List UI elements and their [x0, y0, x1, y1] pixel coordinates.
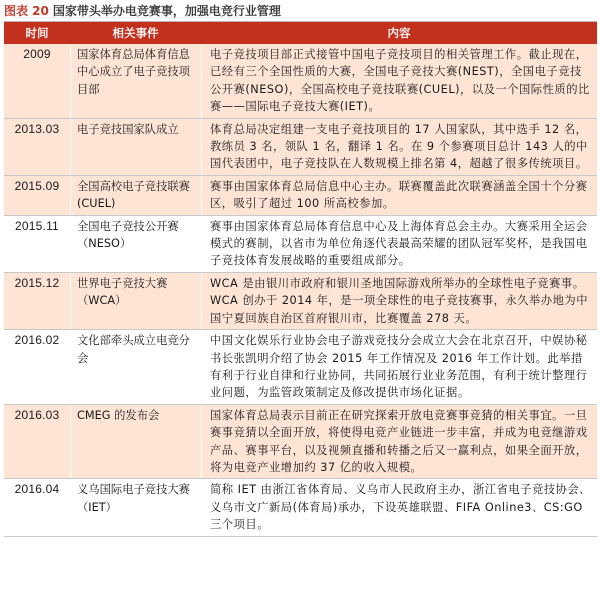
header-event: 相关事件	[112, 26, 159, 40]
cell-event: 电子竞技国家队成立	[70, 119, 201, 175]
cell-content: 体育总局决定组建一支电子竞技项目的 17 人国家队，其中选手 12 名，教练员 3 名，领队 1 名，翻译 1 名。在 9 个参赛项目总计 143 人的中国代表团中，电子竞技队在人数规模上排名第 4，超越了很多传统项目。	[201, 119, 597, 175]
table-row	[4, 273, 597, 330]
cell-content: 赛事由国家体育总局体育信息中心及上海体育总会主办。大赛采用全运会模式的赛制，以省市为单位角逐代表最高荣耀的团队冠军奖杯，是我国电子竞技体育发展战略的重要组成部分。	[201, 216, 597, 272]
table-row	[4, 44, 597, 119]
cell-content: 电子竞技项目部正式接管中国电子竞技项目的相关管理工作。截止现在，已经有三个全国性质的大赛，全国电子竞技大赛(NEST)，全国电子竞技公开赛(NESO)，全国高校电子竞技联赛(CUEL)，以及一个国际性质的比赛——国际电子竞技大赛(IET)。	[201, 44, 597, 118]
cell-time: 2015.09	[14, 178, 60, 193]
table-row	[4, 330, 597, 405]
cell-event: 国家体育总局体育信息中心成立了电子竞技项目部	[70, 44, 201, 118]
caption-label: 图表 20	[4, 4, 49, 18]
cell-time: 2009	[23, 47, 51, 61]
cell-content: 中国文化娱乐行业协会电子游戏竞技分会成立大会在北京召开，中娱协秘书长张凯明介绍了协会 2015 年工作情况及 2016 年工作计划。此举措有利于行业自律和行业协同，共同拓展行业业务范围，有利于统计整理行业问题，为监管政策制定及修改提供市场化证据。	[201, 330, 597, 404]
header-time: 时间	[25, 26, 49, 40]
table-caption	[4, 2, 281, 20]
cell-content: 简称 IET 由浙江省体育局、义乌市人民政府主办，浙江省电子竞技协会、义乌市文广新局(体育局)承办，下设英雄联盟、FIFA Online3、CS:GO 三个项目。	[201, 479, 597, 535]
cell-time: 2015.11	[15, 218, 59, 233]
caption-title: 国家带头举办电竞赛事，加强电竞行业管理	[52, 4, 281, 18]
table-row	[4, 216, 597, 273]
cell-event: 义乌国际电子竞技大赛（IET）	[70, 479, 201, 535]
cell-event: 全国高校电子竞技联赛(CUEL)	[70, 176, 201, 215]
cell-time: 2015.12	[14, 275, 60, 290]
cell-content: 赛事由国家体育总局信息中心主办。联赛覆盖此次联赛涵盖全国十个分赛区，吸引了超过 100 所高校参加。	[201, 176, 597, 215]
cell-content: 国家体育总局表示目前正在研究探索开放电竞赛事竞猜的相关事宜。一旦赛事竞猜以全面开放，将使得电竞产业链进一步丰富，并成为电竞继游戏产品、赛事平台，以及视频直播和转播之后又一赢利点，如果全面开放，将为电竞产业增加约 37 亿的收入规模。	[201, 405, 597, 479]
cell-time: 2016.02	[14, 333, 60, 348]
cell-time: 2013.03	[14, 121, 60, 136]
cell-content: WCA 是由银川市政府和银川圣地国际游戏所举办的全球性电子竞赛事。WCA 创办于 2014 年，是一项全球性的电子竞技赛事，永久举办地为中国宁夏回族自治区首府银川市，比赛覆盖 278 天。	[201, 273, 597, 329]
cell-event: 全国电子竞技公开赛（NESO）	[70, 216, 201, 272]
cell-time: 2016.03	[14, 407, 60, 422]
table-row	[4, 119, 597, 176]
cell-event: 文化部牵头成立电竞分会	[70, 330, 201, 404]
table-header	[4, 22, 597, 44]
cell-event: 世界电子竞技大赛（WCA）	[70, 273, 201, 329]
table-row	[4, 176, 597, 216]
cell-time: 2016.04	[14, 482, 60, 497]
table-row	[4, 405, 597, 480]
events-table	[4, 21, 597, 537]
header-content: 内容	[387, 26, 411, 40]
cell-event: CMEG 的发布会	[70, 405, 201, 479]
table-row	[4, 479, 597, 536]
